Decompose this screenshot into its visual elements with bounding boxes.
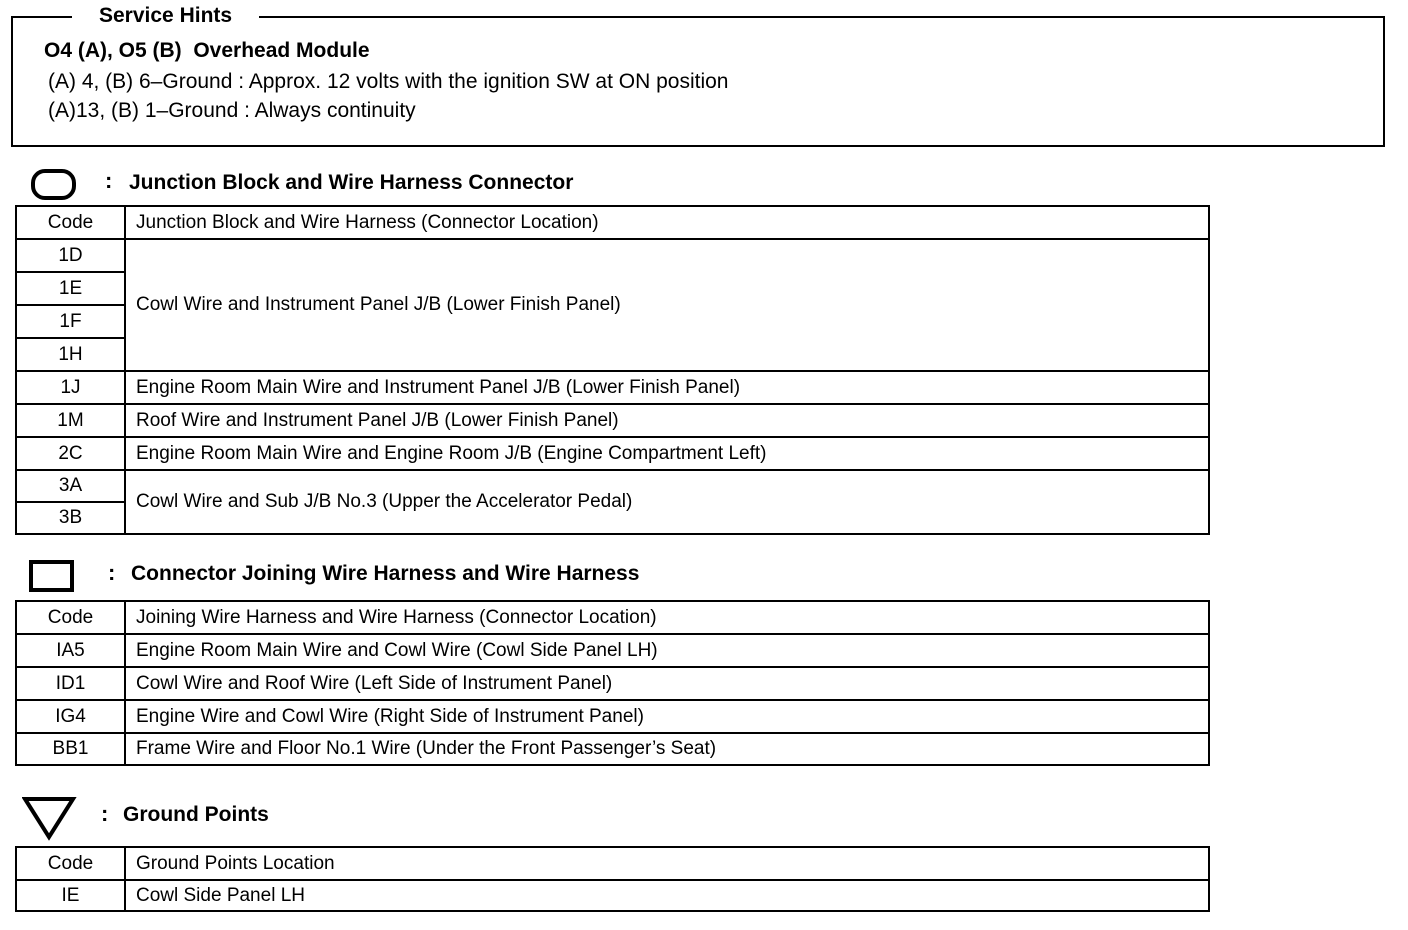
service-hint-line: (A) 4, (B) 6–Ground : Approx. 12 volts with the ignition SW at ON position — [48, 70, 729, 93]
junction-table — [15, 205, 1210, 535]
code-cell: 1D — [16, 239, 125, 272]
code-header: Code — [16, 601, 125, 634]
code-cell: IG4 — [16, 700, 125, 733]
location-cell: Engine Room Main Wire and Instrument Panel J/B (Lower Finish Panel) — [125, 371, 1209, 404]
table-row — [16, 880, 1209, 911]
table-row — [16, 667, 1209, 700]
connector-table — [15, 600, 1210, 766]
down-triangle-icon — [22, 796, 78, 842]
code-cell: IA5 — [16, 634, 125, 667]
table-header-row — [16, 601, 1209, 634]
code-cell: 1E — [16, 272, 125, 305]
code-header: Code — [16, 847, 125, 880]
square-icon — [29, 560, 75, 593]
location-cell: Cowl Side Panel LH — [125, 880, 1209, 911]
junction-section-title: Junction Block and Wire Harness Connector — [129, 171, 574, 194]
location-cell: Cowl Wire and Instrument Panel J/B (Lower Finish Panel) — [125, 239, 1209, 371]
code-cell: ID1 — [16, 667, 125, 700]
code-cell: IE — [16, 880, 125, 911]
ground-table — [15, 846, 1210, 912]
table-header-row — [16, 847, 1209, 880]
section-colon: : — [101, 801, 109, 826]
location-header: Joining Wire Harness and Wire Harness (Connector Location) — [125, 601, 1209, 634]
code-cell: 1M — [16, 404, 125, 437]
location-header: Ground Points Location — [125, 847, 1209, 880]
table-row — [16, 239, 1209, 272]
code-cell: 3B — [16, 502, 125, 534]
code-cell: 1F — [16, 305, 125, 338]
table-row — [16, 700, 1209, 733]
table-row — [16, 634, 1209, 667]
table-header-row — [16, 206, 1209, 239]
code-cell: BB1 — [16, 733, 125, 765]
code-cell: 1J — [16, 371, 125, 404]
table-row — [16, 404, 1209, 437]
service-hints-heading: Service Hints — [72, 3, 259, 29]
code-cell: 3A — [16, 470, 125, 502]
location-cell: Frame Wire and Floor No.1 Wire (Under the Front Passenger’s Seat) — [125, 733, 1209, 765]
ground-section-title: Ground Points — [123, 803, 269, 826]
rounded-rectangle-icon — [30, 168, 78, 202]
table-row — [16, 733, 1209, 765]
table-row — [16, 470, 1209, 502]
location-header: Junction Block and Wire Harness (Connector Location) — [125, 206, 1209, 239]
location-cell: Engine Wire and Cowl Wire (Right Side of Instrument Panel) — [125, 700, 1209, 733]
location-cell: Cowl Wire and Sub J/B No.3 (Upper the Accelerator Pedal) — [125, 470, 1209, 534]
code-cell: 2C — [16, 437, 125, 470]
location-cell: Cowl Wire and Roof Wire (Left Side of Instrument Panel) — [125, 667, 1209, 700]
connector-section-title: Connector Joining Wire Harness and Wire Harness — [131, 562, 640, 585]
table-row — [16, 437, 1209, 470]
section-colon: : — [105, 168, 113, 193]
service-hints-title: O4 (A), O5 (B) Overhead Module — [44, 39, 370, 62]
table-row — [16, 371, 1209, 404]
location-cell: Roof Wire and Instrument Panel J/B (Lower Finish Panel) — [125, 404, 1209, 437]
service-hint-line: (A)13, (B) 1–Ground : Always continuity — [48, 99, 416, 122]
code-header: Code — [16, 206, 125, 239]
code-cell: 1H — [16, 338, 125, 371]
location-cell: Engine Room Main Wire and Engine Room J/B (Engine Compartment Left) — [125, 437, 1209, 470]
location-cell: Engine Room Main Wire and Cowl Wire (Cowl Side Panel LH) — [125, 634, 1209, 667]
section-colon: : — [108, 560, 116, 585]
